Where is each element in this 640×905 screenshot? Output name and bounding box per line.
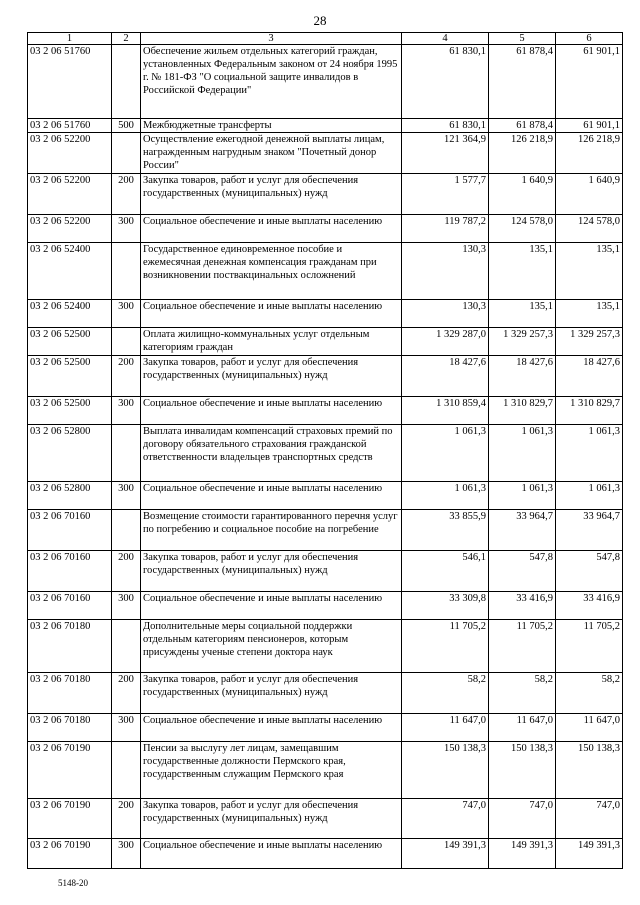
row-value-2021-cell: 33 964,7 [489,510,556,551]
row-value-2022-cell: 135,1 [556,243,623,300]
table-row [28,482,623,510]
row-value-2020-cell: 546,1 [402,551,489,592]
row-name-cell: Социальное обеспечение и иные выплаты населению [141,592,402,620]
row-name-cell: Социальное обеспечение и иные выплаты населению [141,215,402,243]
row-code-cell: 03 2 06 51760 [28,45,112,119]
row-code-cell: 03 2 06 52500 [28,356,112,397]
row-expense-type-cell: 200 [112,673,141,714]
row-expense-type-cell: 200 [112,356,141,397]
row-expense-type-cell [112,328,141,356]
row-value-2021-cell: 1 329 257,3 [489,328,556,356]
row-expense-type-cell: 300 [112,482,141,510]
column-header: 4 [402,33,489,45]
row-value-2020-cell: 121 364,9 [402,133,489,174]
footer-code: 5148-20 [58,878,88,888]
row-value-2022-cell: 61 901,1 [556,45,623,119]
row-expense-type-cell: 200 [112,799,141,839]
row-name-cell: Оплата жилищно-коммунальных услуг отдельным категориям граждан [141,328,402,356]
row-value-2021-cell: 149 391,3 [489,839,556,869]
row-value-2022-cell: 547,8 [556,551,623,592]
row-expense-type-cell: 200 [112,551,141,592]
row-value-2022-cell: 18 427,6 [556,356,623,397]
row-value-2022-cell: 11 705,2 [556,620,623,673]
row-value-2021-cell: 1 061,3 [489,425,556,482]
row-value-2020-cell: 130,3 [402,243,489,300]
row-expense-type-cell: 300 [112,215,141,243]
row-value-2021-cell: 135,1 [489,300,556,328]
table-row [28,714,623,742]
row-value-2022-cell: 58,2 [556,673,623,714]
row-expense-type-cell [112,742,141,799]
row-value-2022-cell: 33 416,9 [556,592,623,620]
row-value-2022-cell: 61 901,1 [556,119,623,133]
column-header: 6 [556,33,623,45]
row-name-cell: Возмещение стоимости гарантированного перечня услуг по погребению и социальное пособие на погребение [141,510,402,551]
row-value-2022-cell: 33 964,7 [556,510,623,551]
row-value-2022-cell: 135,1 [556,300,623,328]
row-value-2021-cell: 11 647,0 [489,714,556,742]
row-value-2021-cell: 1 061,3 [489,482,556,510]
table-row [28,133,623,174]
row-expense-type-cell [112,243,141,300]
row-value-2021-cell: 135,1 [489,243,556,300]
row-value-2020-cell: 11 705,2 [402,620,489,673]
row-value-2021-cell: 11 705,2 [489,620,556,673]
row-code-cell: 03 2 06 70160 [28,510,112,551]
row-value-2020-cell: 18 427,6 [402,356,489,397]
row-code-cell: 03 2 06 52200 [28,215,112,243]
row-value-2020-cell: 747,0 [402,799,489,839]
row-value-2021-cell: 1 640,9 [489,174,556,215]
row-value-2020-cell: 1 577,7 [402,174,489,215]
row-value-2020-cell: 58,2 [402,673,489,714]
row-value-2022-cell: 149 391,3 [556,839,623,869]
row-code-cell: 03 2 06 51760 [28,119,112,133]
column-header: 5 [489,33,556,45]
row-value-2020-cell: 130,3 [402,300,489,328]
table-row [28,300,623,328]
row-value-2020-cell: 61 830,1 [402,119,489,133]
row-code-cell: 03 2 06 52800 [28,425,112,482]
row-expense-type-cell: 300 [112,714,141,742]
table-row [28,799,623,839]
row-code-cell: 03 2 06 70160 [28,592,112,620]
row-value-2022-cell: 1 061,3 [556,425,623,482]
row-name-cell: Закупка товаров, работ и услуг для обеспечения государственных (муниципальных) нужд [141,174,402,215]
row-value-2020-cell: 61 830,1 [402,45,489,119]
row-expense-type-cell [112,45,141,119]
row-value-2021-cell: 61 878,4 [489,45,556,119]
row-value-2020-cell: 1 310 859,4 [402,397,489,425]
row-value-2021-cell: 33 416,9 [489,592,556,620]
row-value-2020-cell: 119 787,2 [402,215,489,243]
row-code-cell: 03 2 06 70180 [28,673,112,714]
row-value-2022-cell: 1 310 829,7 [556,397,623,425]
row-value-2022-cell: 1 329 257,3 [556,328,623,356]
row-name-cell: Дополнительные меры социальной поддержки отдельным категориям пенсионеров, которым присуждены ученые степени доктора наук [141,620,402,673]
row-value-2022-cell: 126 218,9 [556,133,623,174]
row-name-cell: Закупка товаров, работ и услуг для обеспечения государственных (муниципальных) нужд [141,799,402,839]
table-row [28,839,623,869]
row-name-cell: Осуществление ежегодной денежной выплаты лицам, награжденным нагрудным знаком "Почетный донор России" [141,133,402,174]
row-code-cell: 03 2 06 70160 [28,551,112,592]
row-value-2020-cell: 1 061,3 [402,482,489,510]
column-header: 1 [28,33,112,45]
row-code-cell: 03 2 06 70190 [28,799,112,839]
row-value-2021-cell: 1 310 829,7 [489,397,556,425]
row-name-cell: Социальное обеспечение и иные выплаты населению [141,714,402,742]
row-value-2021-cell: 124 578,0 [489,215,556,243]
row-expense-type-cell: 500 [112,119,141,133]
row-value-2020-cell: 1 329 287,0 [402,328,489,356]
table-row [28,397,623,425]
row-value-2021-cell: 547,8 [489,551,556,592]
table-body [28,45,623,869]
row-name-cell: Межбюджетные трансферты [141,119,402,133]
row-value-2022-cell: 150 138,3 [556,742,623,799]
row-code-cell: 03 2 06 52400 [28,300,112,328]
row-expense-type-cell [112,133,141,174]
row-name-cell: Государственное единовременное пособие и ежемесячная денежная компенсация гражданам при возникновении поствакцинальных осложнений [141,243,402,300]
row-code-cell: 03 2 06 52200 [28,133,112,174]
row-expense-type-cell [112,510,141,551]
row-expense-type-cell [112,425,141,482]
row-value-2021-cell: 61 878,4 [489,119,556,133]
row-expense-type-cell: 300 [112,839,141,869]
row-expense-type-cell [112,620,141,673]
table-row [28,356,623,397]
table-row [28,510,623,551]
row-value-2021-cell: 747,0 [489,799,556,839]
table-row [28,119,623,133]
row-name-cell: Социальное обеспечение и иные выплаты населению [141,839,402,869]
table-row [28,673,623,714]
budget-table [27,32,623,869]
row-value-2020-cell: 33 309,8 [402,592,489,620]
row-value-2022-cell: 1 640,9 [556,174,623,215]
row-value-2020-cell: 149 391,3 [402,839,489,869]
table-row [28,551,623,592]
row-name-cell: Обеспечение жильем отдельных категорий граждан, установленных Федеральным законом от 24 ноября 1995 г. № 181-ФЗ "О социальной защите инвалидов в Российской Федерации" [141,45,402,119]
row-code-cell: 03 2 06 52800 [28,482,112,510]
row-expense-type-cell: 200 [112,174,141,215]
row-code-cell: 03 2 06 52400 [28,243,112,300]
row-value-2022-cell: 11 647,0 [556,714,623,742]
row-expense-type-cell: 300 [112,300,141,328]
table-row [28,592,623,620]
row-value-2021-cell: 150 138,3 [489,742,556,799]
table-row [28,328,623,356]
column-header: 3 [141,33,402,45]
row-code-cell: 03 2 06 70190 [28,742,112,799]
row-value-2020-cell: 1 061,3 [402,425,489,482]
row-value-2020-cell: 150 138,3 [402,742,489,799]
row-code-cell: 03 2 06 70190 [28,839,112,869]
row-value-2022-cell: 747,0 [556,799,623,839]
table-row [28,742,623,799]
row-value-2022-cell: 124 578,0 [556,215,623,243]
table-row [28,425,623,482]
row-name-cell: Социальное обеспечение и иные выплаты населению [141,300,402,328]
row-value-2021-cell: 126 218,9 [489,133,556,174]
page-number: 28 [313,13,327,28]
table-row [28,620,623,673]
row-name-cell: Закупка товаров, работ и услуг для обеспечения государственных (муниципальных) нужд [141,673,402,714]
row-code-cell: 03 2 06 70180 [28,620,112,673]
row-code-cell: 03 2 06 70180 [28,714,112,742]
row-expense-type-cell: 300 [112,397,141,425]
table-row [28,243,623,300]
row-name-cell: Пенсии за выслугу лет лицам, замещавшим государственные должности Пермского края, государственным служащим Пермского края [141,742,402,799]
table-row [28,45,623,119]
table-header-row [28,33,623,45]
row-value-2021-cell: 18 427,6 [489,356,556,397]
row-name-cell: Социальное обеспечение и иные выплаты населению [141,482,402,510]
row-name-cell: Социальное обеспечение и иные выплаты населению [141,397,402,425]
row-code-cell: 03 2 06 52500 [28,328,112,356]
column-header: 2 [112,33,141,45]
row-value-2021-cell: 58,2 [489,673,556,714]
table-row [28,174,623,215]
row-name-cell: Выплата инвалидам компенсаций страховых премий по договору обязательного страхования гражданской ответственности владельцев транспортных средств [141,425,402,482]
row-value-2020-cell: 11 647,0 [402,714,489,742]
row-value-2022-cell: 1 061,3 [556,482,623,510]
row-expense-type-cell: 300 [112,592,141,620]
table-row [28,215,623,243]
row-code-cell: 03 2 06 52200 [28,174,112,215]
row-name-cell: Закупка товаров, работ и услуг для обеспечения государственных (муниципальных) нужд [141,356,402,397]
row-name-cell: Закупка товаров, работ и услуг для обеспечения государственных (муниципальных) нужд [141,551,402,592]
row-value-2020-cell: 33 855,9 [402,510,489,551]
row-code-cell: 03 2 06 52500 [28,397,112,425]
